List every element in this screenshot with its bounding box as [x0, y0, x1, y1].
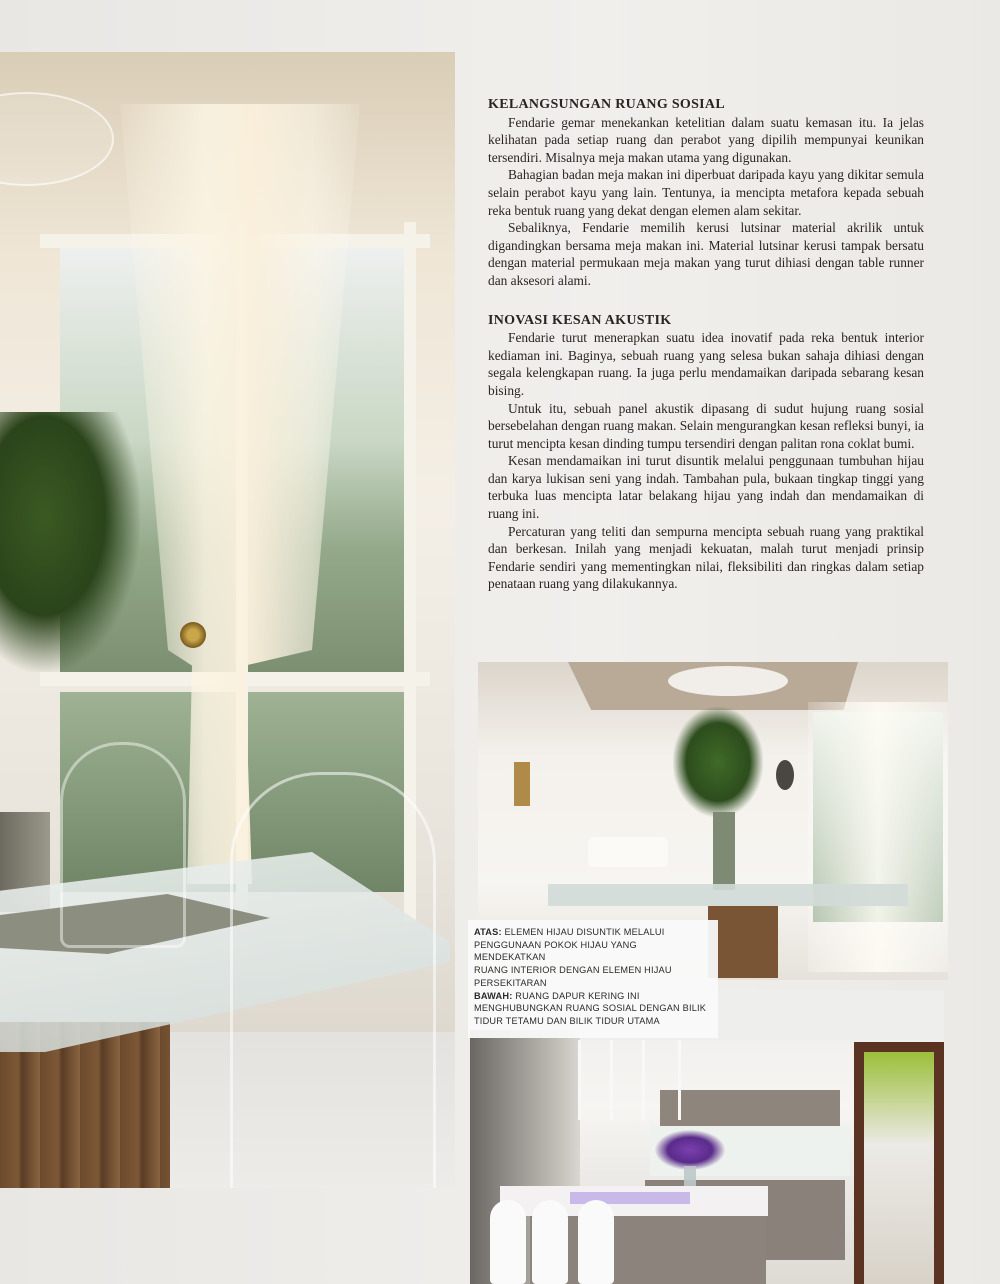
curtain-tieback [180, 622, 206, 648]
pendant-light [642, 1040, 645, 1120]
article-text [488, 96, 924, 593]
pendant-light [678, 1040, 681, 1120]
wooden-table-base [708, 906, 778, 978]
caption-label-atas: ATAS: [474, 927, 502, 937]
caption-label-bawah: BAWAH: [474, 990, 513, 1001]
pendant-light [578, 1040, 581, 1120]
bar-stool [490, 1200, 526, 1284]
paragraph: Untuk itu, sebuah panel akustik dipasang di sudut hujung ruang sosial bersebelahan dengan ruang makan. Selain mengurangkan kesan refleksi bunyi, ia turut mencipta kesan dinding tumpu tersendiri dengan palitan rona coklat bumi. [488, 400, 924, 451]
acrylic-chair [230, 772, 436, 1188]
caption-line: TIDUR TETAMU DAN BILIK TIDUR UTAMA [474, 1015, 660, 1026]
caption-line: RUANG INTERIOR DENGAN ELEMEN HIJAU [474, 965, 672, 976]
paragraph: Fendarie turut menerapkan suatu idea inovatif pada reka bentuk interior kediaman ini. Baginya, sebuah ruang yang selesa bukan sahaja dihiasi dengan segala kelengkapan ruang. Ia juga perlu mendamaikan daripada sebarang kesan bising. [488, 330, 924, 398]
bar-stool [532, 1200, 568, 1284]
plant [0, 412, 140, 672]
pendant-lamp [668, 666, 788, 696]
paragraph: Fendarie gemar menekankan ketelitian dalam suatu kemasan itu. Ia jelas kelihatan pada setiap ruang dan perabot yang dipilih mempunyai keunikan tersendiri. Misalnya meja makan utama yang digunakan. [488, 114, 924, 165]
dining-area-photo [0, 52, 455, 1188]
paragraph: Sebaliknya, Fendarie memilih kerusi lutsinar material akrilik untuk digandingkan bersama meja makan ini. Material lutsinar kerusi tampak bersatu dengan material permukaan meja makan yang turut dihiasi dengan table runner dan aksesori alami. [488, 220, 924, 288]
caption-text: RUANG DAPUR KERING INI [515, 990, 640, 1001]
photo-caption [468, 920, 718, 1038]
glass-table-top [548, 884, 908, 906]
caption-line [474, 926, 710, 939]
bedroom-view [864, 1052, 934, 1284]
bar-stool [578, 1200, 614, 1284]
pendant-light [610, 1040, 613, 1120]
paragraph: Percaturan yang teliti dan sempurna mencipta sebuah ruang yang praktikal dan berkesan. Inilah yang menjadi kekuatan, malah turut menjadi prinsip Fendarie sendiri yang mementingkan nilai, fleksibiliti dan ringkas dalam setiap penataan ruang yang dilakukannya. [488, 523, 924, 592]
acrylic-chair [60, 742, 186, 948]
caption-text: ELEMEN HIJAU DISUNTIK MELALUI [504, 927, 665, 937]
bamboo-plant [673, 707, 763, 817]
paragraph: Kesan mendamaikan ini turut disuntik melalui penggunaan tumbuhan hijau dan karya lukisan seni yang indah. Tambahan pula, bukaan tingkap tinggi yang terbuka luas mencipta latar belakang hijau yang indah dan mendamaikan di ruang ini. [488, 453, 924, 522]
caption-line [474, 990, 710, 1003]
sofa [588, 837, 668, 867]
pendant-lamp [0, 92, 114, 186]
caption-line: MENGHUBUNGKAN RUANG SOSIAL DENGAN BILIK [474, 1003, 707, 1014]
sheer-curtain [808, 702, 948, 972]
section-heading: KELANGSUNGAN RUANG SOSIAL [488, 97, 725, 112]
caption-line: PERSEKITARAN [474, 977, 547, 988]
wall-art [514, 762, 530, 806]
flower-arrangement [655, 1130, 725, 1170]
upper-cabinet [660, 1090, 840, 1126]
wall-clock [776, 760, 794, 790]
section-heading: INOVASI KESAN AKUSTIK [488, 312, 672, 328]
paragraph: Bahagian badan meja makan ini diperbuat daripada kayu yang dikitar semula selain perabot kayu yang lain. Tentunya, ia mencipta metafora kepada sebuah reka bentuk ruang yang dekat dengan elemen alam sekitar. [488, 167, 924, 218]
caption-line: PENGGUNAAN POKOK HIJAU YANG MENDEKATKAN [474, 939, 637, 963]
vase [713, 812, 735, 890]
